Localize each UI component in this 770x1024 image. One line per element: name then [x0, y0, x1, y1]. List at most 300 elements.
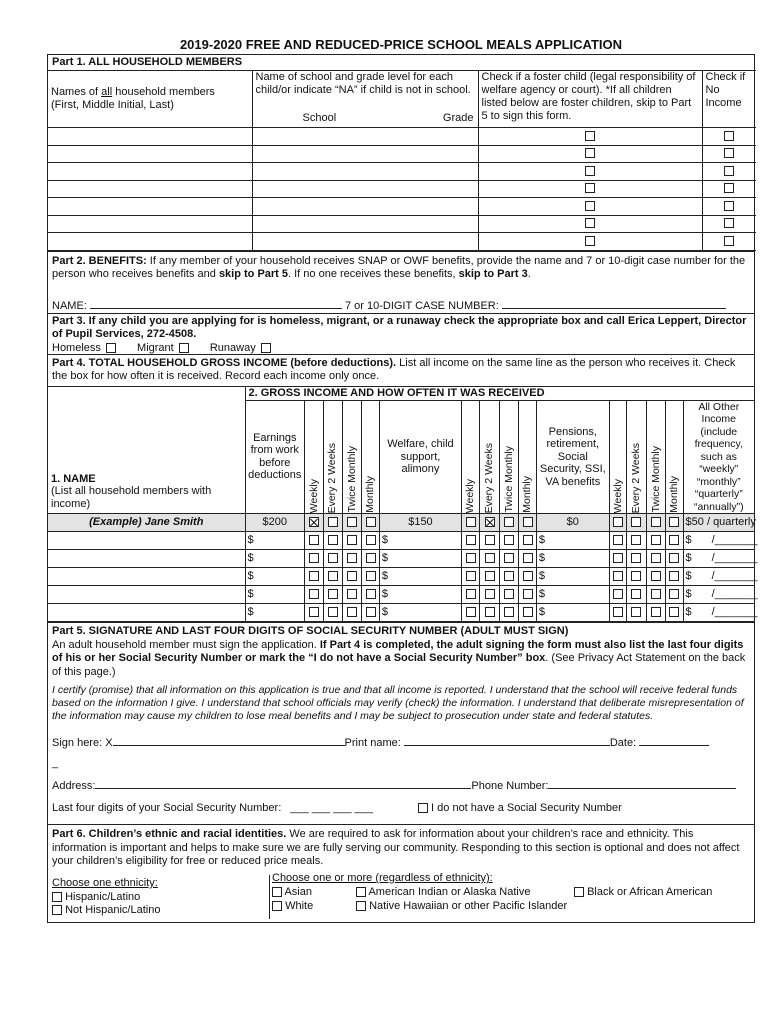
race-option-white[interactable]: [272, 900, 313, 914]
race-option-black[interactable]: [574, 886, 712, 900]
earnings-amount-cell[interactable]: [245, 568, 305, 586]
foster-checkbox[interactable]: [585, 201, 595, 211]
freq-checkbox[interactable]: [485, 535, 495, 545]
example-freq-checkbox: [651, 517, 661, 527]
pensions-freq-header-1: [627, 400, 646, 514]
member-name-cell[interactable]: [48, 163, 252, 181]
foster-checkbox[interactable]: [585, 131, 595, 141]
part1-section: [48, 55, 754, 252]
member-school-cell[interactable]: [252, 215, 478, 233]
freq-checkbox[interactable]: [523, 535, 533, 545]
freq-checkbox[interactable]: [631, 607, 641, 617]
household-member-row: [48, 233, 756, 251]
names-header-text: Names of: [51, 86, 102, 98]
pensions-freq-header-0: [609, 400, 626, 514]
print-name-label: Print name:: [344, 737, 401, 749]
foster-cell: [478, 198, 702, 216]
freq-checkbox[interactable]: [523, 571, 533, 581]
freq-checkbox[interactable]: [669, 571, 679, 581]
example-freq-cell: [342, 514, 361, 532]
income-name-cell[interactable]: [48, 550, 245, 568]
freq-checkbox[interactable]: [651, 535, 661, 545]
freq-checkbox[interactable]: [366, 607, 376, 617]
other-amount-cell[interactable]: [683, 550, 758, 568]
freq-checkbox[interactable]: [504, 589, 514, 599]
welfare-freq-header-3: [519, 400, 536, 514]
example-freq-checkbox: [669, 517, 679, 527]
part2-case-field[interactable]: [502, 298, 726, 309]
part2-case-label: 7 or 10-DIGIT CASE NUMBER:: [344, 299, 499, 312]
freq-checkbox[interactable]: [328, 553, 338, 563]
no-income-checkbox[interactable]: [724, 236, 734, 246]
income-name-cell[interactable]: [48, 532, 245, 550]
part3-section: [48, 314, 754, 355]
american-indian-checkbox[interactable]: [356, 887, 366, 897]
freq-checkbox[interactable]: [328, 589, 338, 599]
freq-cell: [305, 550, 323, 568]
dollar-sign: $: [381, 588, 389, 601]
part2-name-label: NAME:: [52, 299, 87, 312]
part2-skip5: skip to Part 5: [218, 268, 289, 280]
not-hispanic-label: Not Hispanic/Latino: [65, 904, 161, 916]
freq-cell: [666, 550, 683, 568]
dollar-sign: $: [381, 552, 389, 565]
freq-cell: [480, 568, 499, 586]
freq-label: Every 2 Weeks: [326, 442, 339, 513]
other-income-column-header: All Other Income (include frequency, such as “weekly” “monthly” “quarterly” “annually”): [683, 400, 754, 514]
earnings-amount-cell[interactable]: [245, 604, 305, 622]
no-ssn-checkbox[interactable]: [418, 803, 428, 813]
names-header-text2: household members: [112, 86, 215, 98]
other-amount-cell[interactable]: [683, 568, 758, 586]
race-label: Choose one or more (regardless of ethnicity):: [272, 872, 493, 884]
income-name-sub: (List all household members with income): [51, 485, 212, 510]
freq-cell: [609, 550, 626, 568]
black-checkbox[interactable]: [574, 887, 584, 897]
freq-checkbox[interactable]: [347, 589, 357, 599]
foster-checkbox[interactable]: [585, 236, 595, 246]
no-income-checkbox[interactable]: [724, 201, 734, 211]
freq-checkbox[interactable]: [328, 535, 338, 545]
freq-cell: [499, 604, 518, 622]
no-income-checkbox[interactable]: [724, 148, 734, 158]
freq-cell: [323, 532, 342, 550]
freq-checkbox[interactable]: [366, 589, 376, 599]
example-pensions: $0: [536, 514, 609, 532]
part5-text1: An adult household member must sign the application.: [52, 638, 320, 651]
earnings-freq-header-1: [323, 400, 342, 514]
freq-cell: [342, 568, 361, 586]
freq-checkbox[interactable]: [651, 589, 661, 599]
member-name-cell[interactable]: [48, 180, 252, 198]
frequency-blank: /_______: [711, 552, 758, 565]
household-member-row: [48, 198, 756, 216]
dollar-sign: $: [381, 570, 389, 583]
freq-checkbox[interactable]: [651, 571, 661, 581]
pensions-freq-header-3: [666, 400, 683, 514]
other-amount-cell[interactable]: [683, 586, 758, 604]
no-income-checkbox[interactable]: [724, 131, 734, 141]
school-column-header: [252, 71, 478, 128]
dollar-sign: $: [685, 570, 692, 583]
member-name-cell[interactable]: [48, 145, 252, 163]
pensions-amount-cell[interactable]: [536, 550, 609, 568]
homeless-checkbox[interactable]: [106, 343, 116, 353]
freq-checkbox[interactable]: [366, 535, 376, 545]
race-option-asian[interactable]: [272, 886, 312, 900]
earnings-amount-cell[interactable]: [245, 586, 305, 604]
asian-checkbox[interactable]: [272, 887, 282, 897]
ethnicity-option-not-hispanic[interactable]: [52, 904, 267, 918]
freq-checkbox[interactable]: [328, 607, 338, 617]
other-amount-cell[interactable]: [683, 532, 758, 550]
freq-cell: [362, 568, 379, 586]
freq-checkbox[interactable]: [613, 607, 623, 617]
no-income-checkbox[interactable]: [724, 218, 734, 228]
dollar-sign: $: [247, 570, 254, 583]
household-member-row: [48, 128, 756, 146]
ethnicity-option-hispanic[interactable]: [52, 891, 267, 905]
dollar-sign: $: [247, 606, 254, 619]
member-name-cell[interactable]: [48, 128, 252, 146]
welfare-freq-header-2: [499, 400, 518, 514]
freq-checkbox[interactable]: [485, 607, 495, 617]
freq-cell: [362, 550, 379, 568]
dollar-sign: $: [685, 534, 692, 547]
no-income-cell: [702, 198, 756, 216]
race-row-1: [272, 886, 752, 900]
freq-checkbox[interactable]: [504, 535, 514, 545]
freq-checkbox[interactable]: [631, 589, 641, 599]
freq-cell: [627, 550, 646, 568]
freq-checkbox[interactable]: [631, 535, 641, 545]
freq-cell: [646, 586, 665, 604]
example-freq-cell: [646, 514, 665, 532]
income-table: [48, 386, 758, 623]
freq-cell: [609, 586, 626, 604]
freq-cell: [480, 550, 499, 568]
foster-checkbox[interactable]: [585, 183, 595, 193]
frequency-blank: /_______: [711, 570, 758, 583]
runaway-label: Runaway: [209, 341, 256, 354]
freq-cell: [627, 568, 646, 586]
dollar-sign: $: [247, 534, 254, 547]
hispanic-checkbox[interactable]: [52, 892, 62, 902]
part1-header-row: [48, 71, 756, 128]
race-option-american-indian[interactable]: [356, 886, 530, 900]
income-name-cell[interactable]: [48, 568, 245, 586]
freq-checkbox[interactable]: [485, 553, 495, 563]
freq-checkbox[interactable]: [347, 553, 357, 563]
no-income-cell: [702, 145, 756, 163]
grade-label: Grade: [442, 112, 474, 124]
part4-text: List all income on the same line as the person who receives it. Check the box for how often it is received. Record each income only once.: [52, 356, 736, 382]
freq-cell: [480, 586, 499, 604]
member-school-cell[interactable]: [252, 198, 478, 216]
part2-name-field[interactable]: [90, 298, 342, 309]
foster-cell: [478, 163, 702, 181]
freq-checkbox[interactable]: [613, 535, 623, 545]
address-field[interactable]: [95, 778, 471, 789]
native-hawaiian-checkbox[interactable]: [356, 901, 366, 911]
freq-checkbox[interactable]: [328, 571, 338, 581]
phone-field[interactable]: [548, 778, 736, 789]
freq-cell: [480, 604, 499, 622]
freq-checkbox[interactable]: [466, 589, 476, 599]
member-name-cell[interactable]: [48, 198, 252, 216]
freq-checkbox[interactable]: [466, 553, 476, 563]
dollar-sign: $: [685, 588, 692, 601]
example-freq-checkbox: [347, 517, 357, 527]
freq-checkbox[interactable]: [504, 553, 514, 563]
names-header-sub: (First, Middle Initial, Last): [51, 99, 174, 111]
no-income-checkbox[interactable]: [724, 183, 734, 193]
ssn-line: [52, 802, 752, 814]
foster-checkbox[interactable]: [585, 166, 595, 176]
welfare-amount-cell[interactable]: [379, 532, 461, 550]
household-member-row: [48, 145, 756, 163]
freq-checkbox[interactable]: [366, 571, 376, 581]
household-member-row: [48, 180, 756, 198]
freq-cell: [323, 604, 342, 622]
household-member-row: [48, 215, 756, 233]
frequency-blank: /_______: [711, 588, 758, 601]
part4-intro: [48, 355, 754, 386]
freq-cell: [305, 568, 323, 586]
freq-checkbox[interactable]: [485, 589, 495, 599]
welfare-amount-cell[interactable]: [379, 604, 461, 622]
household-member-row: [48, 163, 756, 181]
household-members-table: [48, 70, 756, 251]
freq-checkbox[interactable]: [669, 535, 679, 545]
ethnicity-label: Choose one ethnicity:: [52, 877, 158, 889]
dollar-sign: $: [381, 606, 389, 619]
part6-divider: [269, 875, 270, 919]
hispanic-label: Hispanic/Latino: [65, 890, 141, 903]
example-freq-checkbox: [328, 517, 338, 527]
freq-cell: [305, 586, 323, 604]
example-row: [48, 514, 754, 532]
freq-checkbox[interactable]: [485, 571, 495, 581]
dollar-sign: $: [247, 588, 254, 601]
freq-label: Every 2 Weeks: [483, 442, 496, 513]
freq-cell: [609, 532, 626, 550]
black-label: Black or African American: [587, 885, 713, 898]
welfare-amount-cell[interactable]: [379, 550, 461, 568]
foster-checkbox[interactable]: [585, 148, 595, 158]
dollar-sign: $: [538, 534, 545, 547]
freq-cell: [519, 568, 536, 586]
member-school-cell[interactable]: [252, 128, 478, 146]
freq-cell: [461, 550, 479, 568]
freq-checkbox[interactable]: [347, 535, 357, 545]
part5-section: [48, 623, 754, 825]
freq-checkbox[interactable]: [466, 571, 476, 581]
no-income-column-header: Check if No Income: [702, 71, 756, 128]
gross-header-row: [48, 386, 754, 400]
foster-cell: [478, 215, 702, 233]
earnings-amount-cell[interactable]: [245, 550, 305, 568]
school-label: School: [302, 112, 337, 124]
welfare-column-header: Welfare, child support, alimony: [379, 400, 461, 514]
part2-text3: .: [527, 268, 531, 280]
ssn-field[interactable]: ___ ___ ___ ___: [290, 802, 373, 814]
freq-cell: [646, 604, 665, 622]
freq-checkbox[interactable]: [523, 589, 533, 599]
pensions-amount-cell[interactable]: [536, 586, 609, 604]
freq-checkbox[interactable]: [613, 571, 623, 581]
freq-checkbox[interactable]: [669, 607, 679, 617]
part1-header: Part 1. ALL HOUSEHOLD MEMBERS: [52, 56, 243, 68]
freq-label: Twice Monthly: [649, 446, 662, 513]
member-school-cell[interactable]: [252, 180, 478, 198]
freq-checkbox[interactable]: [347, 571, 357, 581]
example-other: $50 / quarterly: [683, 514, 754, 532]
income-row: [48, 604, 754, 622]
print-name-field[interactable]: [404, 735, 610, 746]
freq-checkbox[interactable]: [504, 571, 514, 581]
income-name-cell[interactable]: [48, 586, 245, 604]
no-income-cell: [702, 128, 756, 146]
freq-checkbox[interactable]: [309, 589, 319, 599]
income-row: [48, 568, 754, 586]
freq-checkbox[interactable]: [613, 553, 623, 563]
freq-checkbox[interactable]: [347, 607, 357, 617]
dollar-sign: $: [538, 588, 545, 601]
freq-cell: [499, 568, 518, 586]
white-checkbox[interactable]: [272, 901, 282, 911]
other-amount-cell[interactable]: [683, 604, 758, 622]
freq-label: Weekly: [464, 478, 477, 513]
welfare-amount-cell[interactable]: [379, 586, 461, 604]
date-field[interactable]: [639, 735, 709, 746]
freq-checkbox[interactable]: [466, 607, 476, 617]
part2-text: [48, 255, 754, 282]
freq-cell: [342, 586, 361, 604]
race-row-2: [272, 900, 752, 914]
pensions-amount-cell[interactable]: [536, 604, 609, 622]
earnings-amount-cell[interactable]: [245, 532, 305, 550]
foster-cell: [478, 145, 702, 163]
freq-cell: [666, 604, 683, 622]
example-freq-cell: [499, 514, 518, 532]
not-hispanic-checkbox[interactable]: [52, 905, 62, 915]
example-freq-cell: [323, 514, 342, 532]
dollar-sign: $: [685, 606, 692, 619]
member-school-cell[interactable]: [252, 145, 478, 163]
signature-field[interactable]: [113, 735, 345, 746]
pensions-amount-cell[interactable]: [536, 568, 609, 586]
income-name-header: [48, 386, 245, 514]
example-freq-cell: [666, 514, 683, 532]
freq-cell: [609, 604, 626, 622]
example-freq-checkbox: [466, 517, 476, 527]
no-income-cell: [702, 163, 756, 181]
freq-cell: [461, 532, 479, 550]
ssn-label: Last four digits of your Social Security Number:: [52, 802, 282, 814]
welfare-amount-cell[interactable]: [379, 568, 461, 586]
freq-cell: [342, 604, 361, 622]
example-freq-cell: [519, 514, 536, 532]
pensions-amount-cell[interactable]: [536, 532, 609, 550]
foster-cell: [478, 128, 702, 146]
foster-cell: [478, 180, 702, 198]
part5-text2: . (See Privacy Act Statement on the back of this page.): [52, 652, 746, 678]
member-school-cell[interactable]: [252, 233, 478, 251]
race-group: [272, 872, 752, 914]
freq-checkbox[interactable]: [631, 553, 641, 563]
earnings-column-header: Earnings from work before deductions: [245, 400, 305, 514]
freq-checkbox[interactable]: [669, 553, 679, 563]
example-freq-cell: [627, 514, 646, 532]
part5-instructions: [48, 639, 754, 680]
part6-intro: [48, 828, 754, 869]
income-name-cell[interactable]: [48, 604, 245, 622]
freq-checkbox[interactable]: [309, 553, 319, 563]
freq-checkbox[interactable]: [523, 607, 533, 617]
income-row: [48, 532, 754, 550]
freq-checkbox[interactable]: [613, 589, 623, 599]
certify-statement: I certify (promise) that all information on this application is true and that all income is reported. I understand that the school will receive federal funds based on the information I give. I understand that school officials may verify (check) the information. I understand that deliberate misrepresentation of the information may cause my children to lose meal benefits and I may be subject to prosecution under state and federal statutes.: [52, 684, 744, 722]
freq-checkbox[interactable]: [651, 607, 661, 617]
freq-checkbox[interactable]: [523, 553, 533, 563]
application-form: [47, 36, 758, 923]
freq-checkbox[interactable]: [631, 571, 641, 581]
freq-label: Weekly: [611, 478, 624, 513]
welfare-freq-header-0: [461, 400, 479, 514]
dollar-sign: $: [247, 552, 254, 565]
example-freq-checkbox: [523, 517, 533, 527]
white-label: White: [285, 899, 314, 912]
foster-column-header: Check if a foster child (legal responsibility of welfare agency or court). *If all children listed below are foster children, skip to Part 5 to sign this form.: [478, 71, 702, 128]
freq-cell: [499, 532, 518, 550]
freq-cell: [627, 586, 646, 604]
freq-checkbox[interactable]: [309, 571, 319, 581]
freq-checkbox[interactable]: [466, 535, 476, 545]
race-option-native-hawaiian[interactable]: [356, 900, 567, 914]
part5-bold: If Part 4 is completed, the adult signing the form must also list the last four digits of his or her Social Security Number or mark the “I do not have a Social Security Number” box: [52, 638, 744, 664]
member-name-cell[interactable]: [48, 215, 252, 233]
freq-cell: [519, 586, 536, 604]
runaway-checkbox[interactable]: [261, 343, 271, 353]
member-name-cell[interactable]: [48, 233, 252, 251]
freq-checkbox[interactable]: [651, 553, 661, 563]
freq-checkbox[interactable]: [309, 607, 319, 617]
gross-income-header: 2. GROSS INCOME AND HOW OFTEN IT WAS RECEIVED: [245, 386, 754, 400]
address-line: [52, 778, 752, 792]
freq-checkbox[interactable]: [366, 553, 376, 563]
migrant-checkbox[interactable]: [179, 343, 189, 353]
address-label: Address:: [52, 780, 96, 792]
freq-cell: [519, 550, 536, 568]
no-income-checkbox[interactable]: [724, 166, 734, 176]
dollar-sign: $: [538, 570, 545, 583]
part6-text: We are required to ask for information about your children’s race and ethnicity. This information is important and helps to make sure we are fully serving our community. Responding to this section is optional and does not affect your children’s eligibility for free or reduced price meals.: [52, 828, 740, 867]
foster-checkbox[interactable]: [585, 218, 595, 228]
freq-checkbox[interactable]: [309, 535, 319, 545]
freq-label: Monthly: [364, 476, 377, 513]
part3-options: [48, 342, 754, 355]
example-freq-checkbox: [366, 517, 376, 527]
pensions-column-header: Pensions, retirement, Social Security, SSI, VA benefits: [536, 400, 609, 514]
form-frame: [47, 54, 758, 923]
part2-text2: . If no one receives these benefits,: [288, 268, 459, 280]
freq-label: Twice Monthly: [502, 446, 515, 513]
freq-checkbox[interactable]: [669, 589, 679, 599]
member-school-cell[interactable]: [252, 163, 478, 181]
sign-label: Sign here: X: [52, 737, 113, 749]
freq-checkbox[interactable]: [504, 607, 514, 617]
